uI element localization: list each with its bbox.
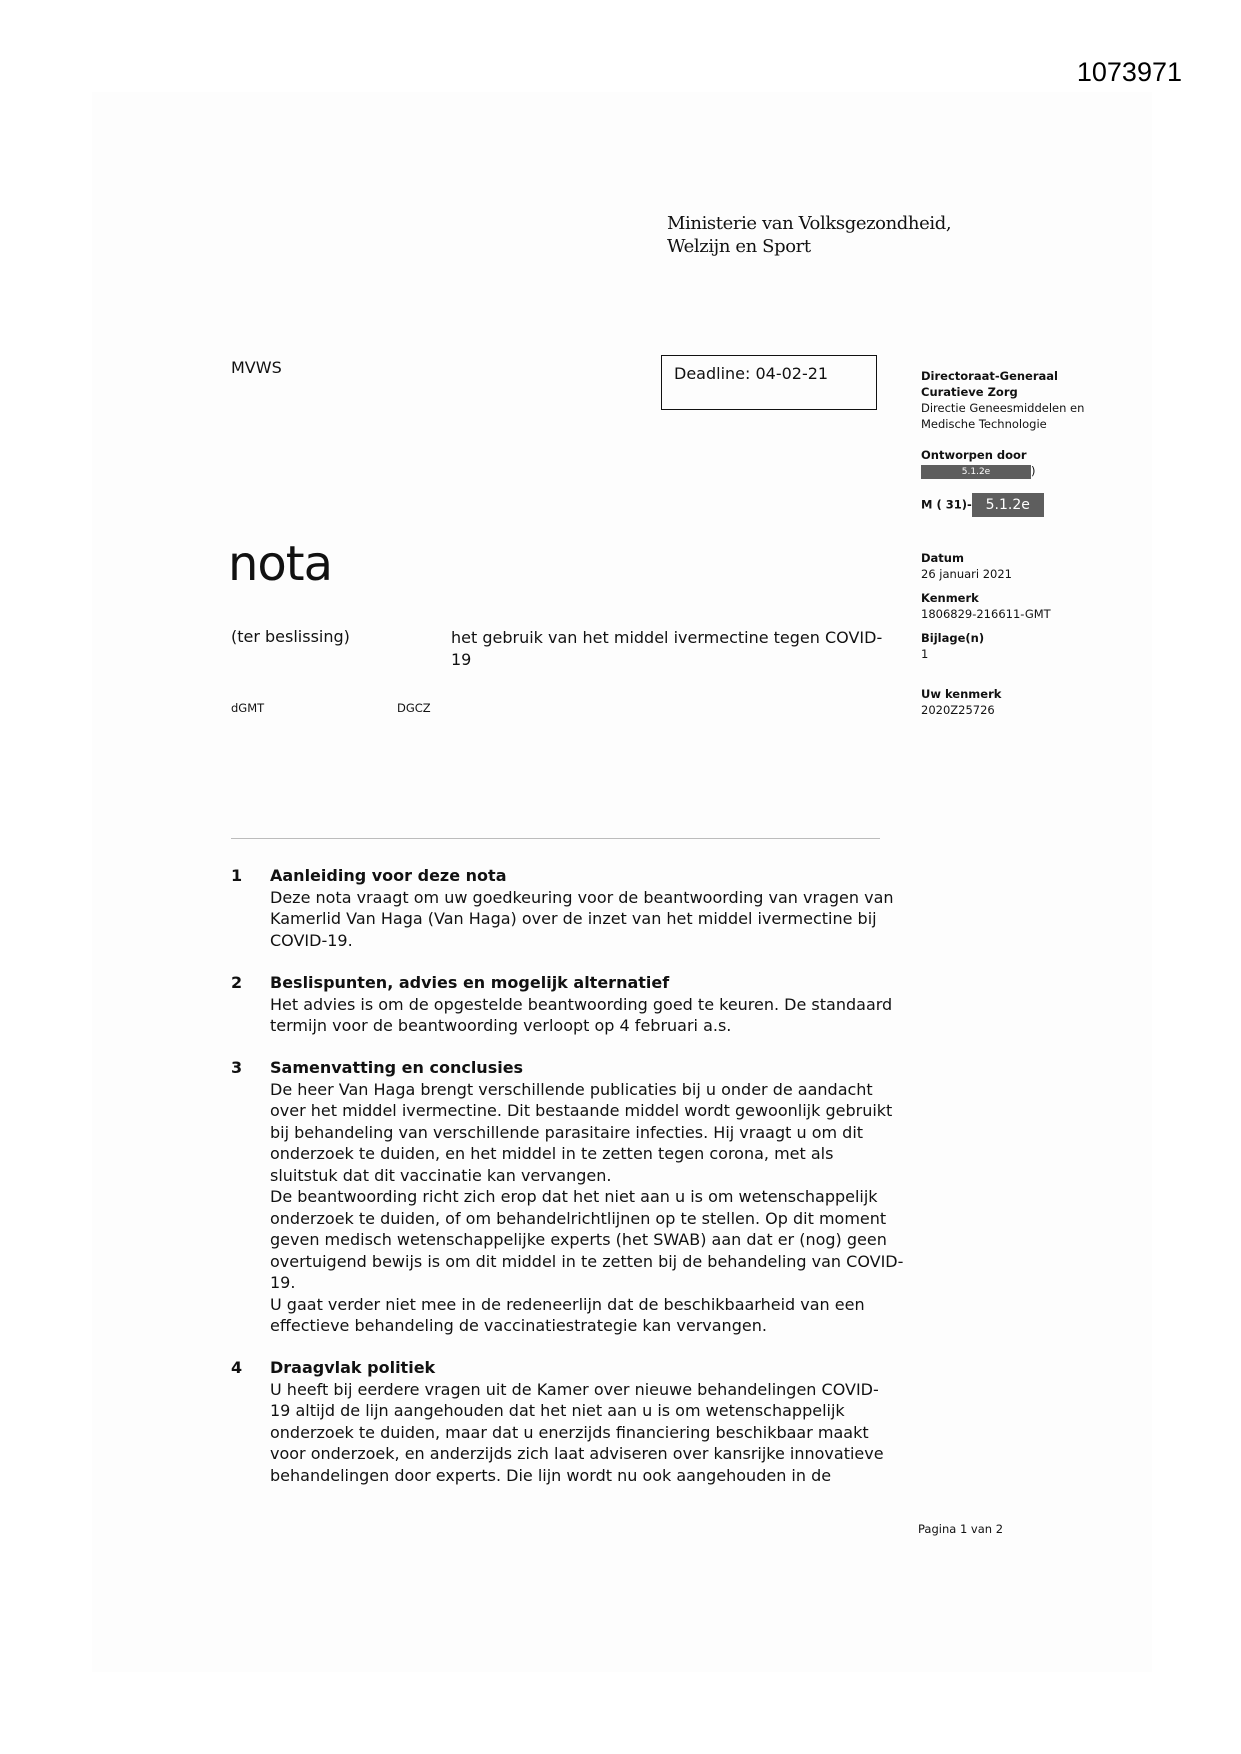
document-purpose: (ter beslissing)	[231, 627, 350, 646]
redaction-box: 5.1.2e	[921, 465, 1031, 479]
reference-value: 1806829-216611-GMT	[921, 607, 1051, 621]
deadline-box	[661, 355, 877, 410]
organization-block	[921, 368, 1084, 432]
reference-label: Kenmerk	[921, 591, 979, 605]
section-heading: Samenvatting en conclusies	[270, 1058, 524, 1077]
section-line: bij behandeling van verschillende parasitaire infecties. Hij vraagt u om dit	[270, 1122, 864, 1142]
deadline-text: Deadline: 04-02-21	[674, 364, 829, 383]
divider	[231, 838, 880, 839]
your-reference-value: 2020Z25726	[921, 703, 995, 717]
section-line: Deze nota vraagt om uw goedkeuring voor de beantwoording van vragen van	[270, 887, 894, 907]
section-number: 4	[231, 1358, 243, 1377]
document-number: 1073971	[1076, 57, 1182, 87]
section-line: De heer Van Haga brengt verschillende publicaties bij u onder de aandacht	[270, 1079, 873, 1099]
designed-by-value	[921, 463, 1101, 479]
ministry-logo-text	[667, 212, 951, 258]
section-line: geven medisch wetenschappelijke experts (het SWAB) aan dat er (nog) geen	[270, 1230, 887, 1249]
section-4	[231, 1357, 921, 1486]
section-line: U heeft bij eerdere vragen uit de Kamer over nieuwe behandelingen COVID-	[270, 1379, 879, 1399]
ministry-line-2: Welzijn en Sport	[667, 236, 811, 257]
phone-block	[921, 493, 1044, 517]
attachments-value: 1	[921, 647, 929, 661]
date-label: Datum	[921, 551, 964, 565]
section-line: sluitstuk dat dit vaccinatie kan vervangen.	[270, 1165, 612, 1185]
department-code: dGMT	[231, 701, 265, 715]
redaction-box: 5.1.2e	[972, 493, 1044, 517]
section-heading: Draagvlak politiek	[270, 1358, 436, 1377]
section-line: 19.	[270, 1273, 296, 1292]
org-line-2: Curatieve Zorg	[921, 385, 1018, 399]
section-heading: Aanleiding voor deze nota	[270, 866, 507, 885]
page-number: Pagina 1 van 2	[918, 1522, 1004, 1536]
section-line: overtuigend bewijs is om dit middel in te zetten bij de behandeling van COVID-	[270, 1251, 904, 1271]
section-line: 19 altijd de lijn aangehouden dat het niet aan u is om wetenschappelijk	[270, 1401, 845, 1420]
document-title: nota	[228, 536, 333, 592]
org-line-1: Directoraat-Generaal	[921, 369, 1058, 383]
subject-line-2: 19	[451, 650, 472, 669]
section-line: effectieve behandeling de vaccinatiestrategie kan vervangen.	[270, 1316, 767, 1335]
section-line: termijn voor de beantwoording verloopt op 4 februari a.s.	[270, 1016, 732, 1035]
section-line: Het advies is om de opgestelde beantwoording goed te keuren. De standaard	[270, 994, 893, 1014]
section-line: U gaat verder niet mee in de redeneerlijn dat de beschikbaarheid van een	[270, 1294, 865, 1314]
section-line: onderzoek te duiden, maar dat u enerzijds financiering beschikbaar maakt	[270, 1422, 869, 1442]
section-line: behandelingen door experts. Die lijn wordt nu ook aangehouden in de	[270, 1465, 832, 1485]
section-line: COVID-19.	[270, 930, 353, 950]
section-1	[231, 865, 921, 951]
section-line: Kamerlid Van Haga (Van Haga) over de inzet van het middel ivermectine bij	[270, 909, 877, 928]
section-line: onderzoek te duiden, en het middel in te zetten tegen corona, met als	[270, 1144, 834, 1163]
designed-by-suffix: )	[1031, 464, 1036, 478]
org-line-3: Directie Geneesmiddelen en	[921, 401, 1085, 415]
org-line-4: Medische Technologie	[921, 417, 1047, 431]
section-line: over het middel ivermectine. Dit bestaande middel wordt gewoonlijk gebruikt	[270, 1101, 893, 1120]
reference-block	[921, 590, 1051, 622]
subject-line-1: het gebruik van het middel ivermectine tegen COVID-	[451, 628, 883, 647]
your-reference-block	[921, 686, 1001, 718]
date-value: 26 januari 2021	[921, 567, 1013, 581]
section-line: onderzoek te duiden, of om behandelrichtlijnen op te stellen. Op dit moment	[270, 1208, 887, 1228]
section-2	[231, 972, 921, 1037]
section-number: 2	[231, 973, 243, 992]
section-number: 1	[231, 866, 243, 885]
addressee: MVWS	[231, 358, 282, 377]
designed-by-label: Ontworpen door	[921, 448, 1027, 462]
section-heading: Beslispunten, advies en mogelijk alternatief	[270, 973, 670, 992]
section-line: voor onderzoek, en anderzijds zich laat adviseren over kansrijke innovatieve	[270, 1444, 884, 1463]
designed-by-block	[921, 447, 1101, 479]
section-number: 3	[231, 1058, 243, 1077]
directorate-code: DGCZ	[397, 701, 431, 715]
attachments-label: Bijlage(n)	[921, 631, 985, 645]
document-subject	[451, 627, 891, 671]
section-line: De beantwoording richt zich erop dat het niet aan u is om wetenschappelijk	[270, 1187, 878, 1206]
your-reference-label: Uw kenmerk	[921, 687, 1002, 701]
date-block	[921, 550, 1012, 582]
phone-prefix: M ( 31)-	[921, 497, 972, 512]
attachments-block	[921, 630, 984, 662]
ministry-line-1: Ministerie van Volksgezondheid,	[667, 213, 952, 234]
section-3	[231, 1057, 921, 1337]
